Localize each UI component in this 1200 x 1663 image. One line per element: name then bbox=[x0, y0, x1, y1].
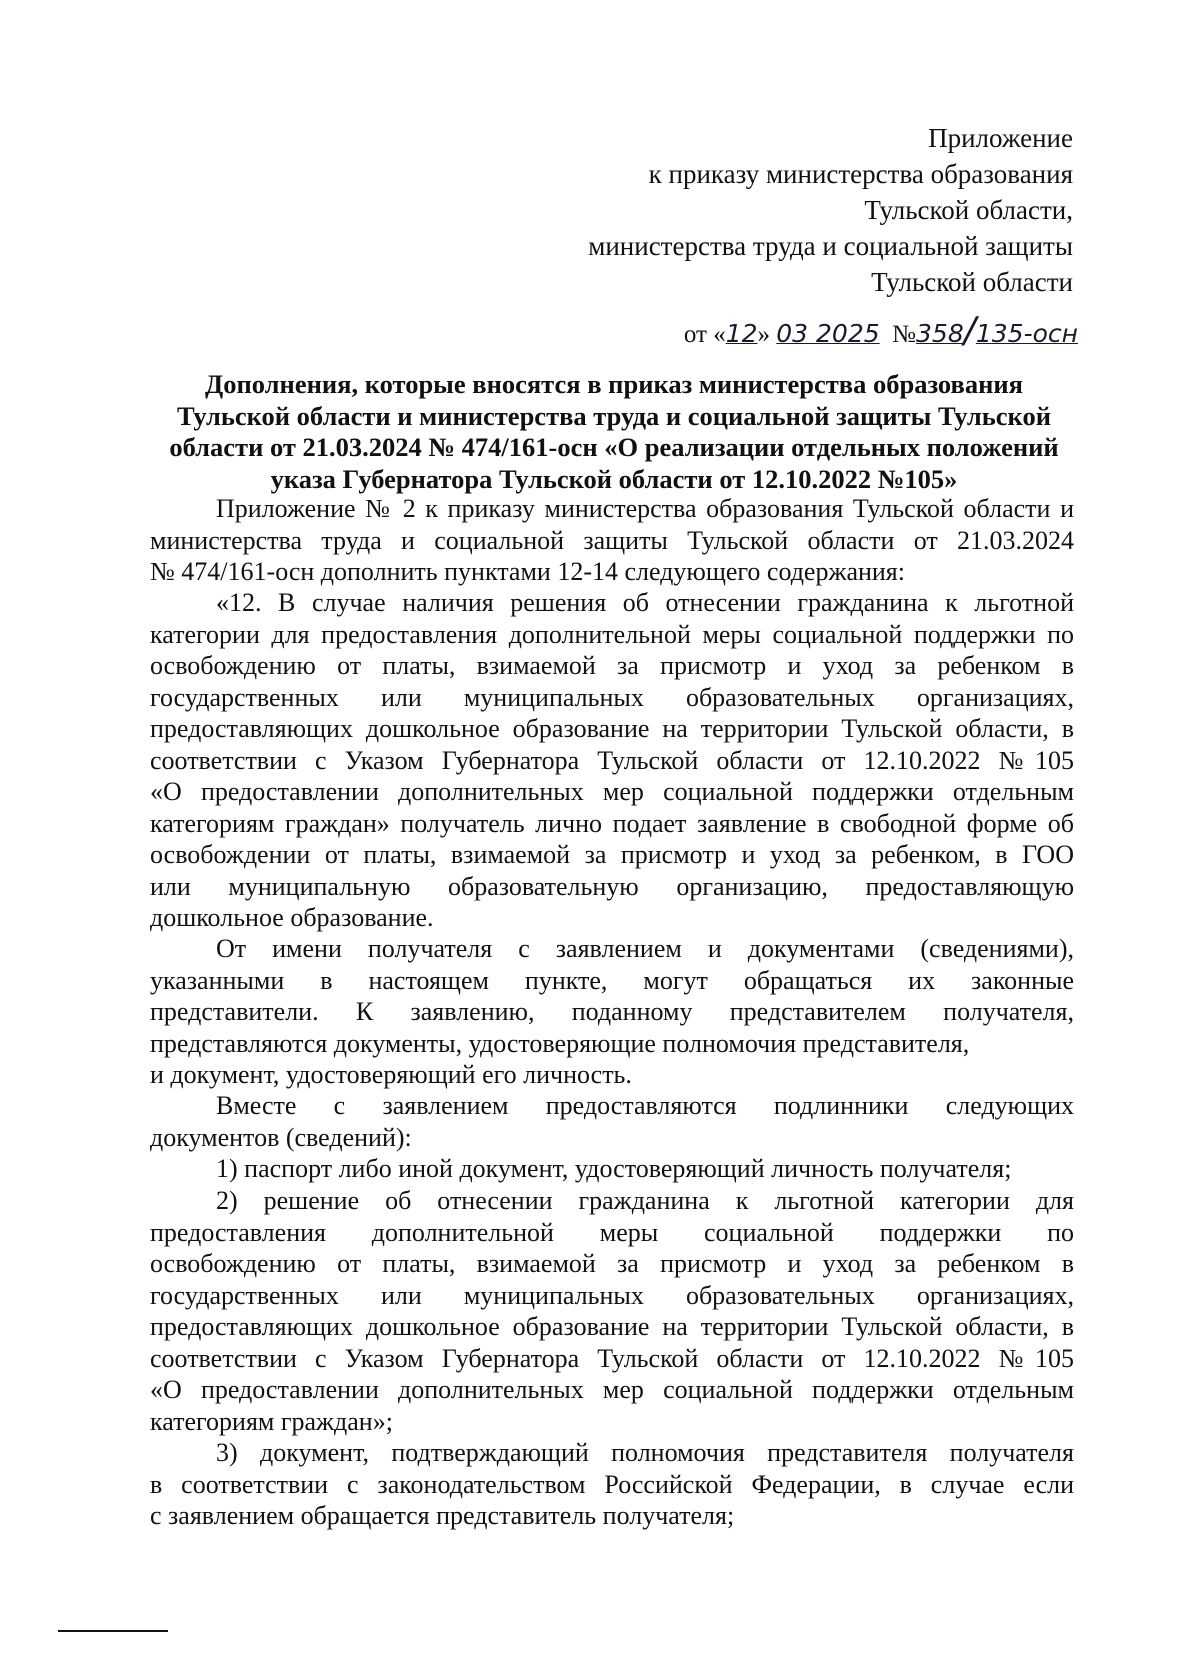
text-line: представляются документы, удостоверяющие полномочия представителя, bbox=[150, 1028, 970, 1058]
text-line: соответствии с Указом Губернатора Тульской области от 12.10.2022 №105 bbox=[150, 745, 1074, 775]
text-line: категориям граждан»; bbox=[150, 1406, 393, 1436]
title-line: Тульской области и министерства труда и социальной защиты Тульской bbox=[177, 400, 1051, 431]
text-line: освобождению от платы, взимаемой за присмотр и уход за ребенком в bbox=[150, 1249, 1074, 1278]
list-item-2 bbox=[150, 1185, 1074, 1437]
order-date-number bbox=[684, 310, 1078, 351]
text-line: министерства труда и социальной защиты Тульской области от 21.03.2024 bbox=[150, 525, 1074, 555]
text-line: или муниципальную образовательную организацию, предоставляющую bbox=[150, 871, 1074, 901]
date-quote-close: » bbox=[757, 321, 771, 348]
representative-paragraph bbox=[150, 933, 1074, 1091]
text-line: с заявлением обращается представитель получателя; bbox=[150, 1501, 735, 1530]
text-line: 2) решение об отнесении гражданина к льготной категории для bbox=[216, 1186, 1074, 1215]
text-line: Вместе с заявлением предоставляются подлинники следующих bbox=[216, 1091, 1074, 1120]
text-line: государственных или муниципальных образовательных организациях, bbox=[150, 682, 1074, 712]
text-line: в соответствии с законодательством Российской Федерации, в случае если bbox=[150, 1469, 1074, 1499]
text-line: «О предоставлении дополнительных мер социальной поддержки отдельным bbox=[150, 1375, 1074, 1404]
header-line: к приказу министерства образования bbox=[648, 159, 1073, 189]
intro-paragraph bbox=[150, 493, 1074, 588]
text-line: государственных или муниципальных образовательных организациях, bbox=[150, 1280, 1074, 1310]
text-line: соответствии с Указом Губернатора Тульской области от 12.10.2022 №105 bbox=[150, 1343, 1074, 1373]
order-number-part-b: 135-осн bbox=[975, 319, 1078, 348]
date-prefix: от « bbox=[683, 321, 726, 348]
text-line: «О предоставлении дополнительных мер социальной поддержки отдельным bbox=[150, 777, 1074, 806]
text-line: предоставления дополнительной меры социальной поддержки по bbox=[150, 1217, 1074, 1247]
date-month-year-handwritten: 03 2025 bbox=[776, 319, 880, 348]
header-line: Тульской области, bbox=[864, 195, 1073, 225]
text-line: документов (сведений): bbox=[150, 1122, 412, 1152]
text-line: освобождению от платы, взимаемой за присмотр и уход за ребенком в bbox=[150, 651, 1074, 680]
text-line: предоставляющих дошкольное образование на территории Тульской области, в bbox=[150, 1312, 1074, 1341]
point-12-paragraph bbox=[150, 587, 1074, 934]
order-number-part-a: 358 bbox=[916, 319, 964, 348]
text-line: представители. К заявлению, поданному представителем получателя, bbox=[150, 997, 1074, 1026]
number-sign: № bbox=[892, 321, 917, 348]
text-line: категориям граждан» получатель лично подает заявление в свободной форме об bbox=[150, 808, 1074, 838]
text-line: Приложение № 2 к приказу министерства образования Тульской области и bbox=[216, 494, 1074, 523]
text-line: 1) паспорт либо иной документ, удостоверяющий личность получателя; bbox=[216, 1154, 1012, 1183]
text-line: предоставляющих дошкольное образование на территории Тульской области, в bbox=[150, 714, 1074, 743]
text-line: и документ, удостоверяющий его личность. bbox=[150, 1060, 632, 1089]
list-item-3 bbox=[150, 1437, 1074, 1532]
text-line: указанными в настоящем пункте, могут обращаться их законные bbox=[150, 965, 1074, 995]
header-line: министерства труда и социальной защиты bbox=[588, 231, 1073, 261]
title-line: Дополнения, которые вносятся в приказ министерства образования bbox=[205, 369, 1023, 399]
text-line: «12. В случае наличия решения об отнесении гражданина к льготной bbox=[216, 588, 1074, 617]
list-item-1 bbox=[150, 1153, 1074, 1185]
text-line: 3) документ, подтверждающий полномочия представителя получателя bbox=[216, 1438, 1074, 1467]
appendix-header bbox=[588, 120, 1073, 300]
text-line: освобождении от платы, взимаемой за присмотр и уход за ребенком, в ГОО bbox=[150, 840, 1074, 869]
title-line: указа Губернатора Тульской области от 12.10.2022 №105» bbox=[270, 463, 958, 494]
document-title bbox=[140, 369, 1088, 495]
header-line: Приложение bbox=[928, 123, 1073, 153]
title-line: области от 21.03.2024 № 474/161-осн «О реализации отдельных положений bbox=[169, 432, 1059, 462]
text-line: № 474/161-осн дополнить пунктами 12-14 следующего содержания: bbox=[150, 557, 905, 586]
text-line: дошкольное образование. bbox=[150, 903, 434, 932]
order-number-slash: / bbox=[963, 310, 976, 351]
text-line: От имени получателя с заявлением и документами (сведениями), bbox=[216, 934, 1074, 963]
documents-paragraph bbox=[150, 1090, 1074, 1153]
date-day-handwritten: 12 bbox=[725, 319, 758, 348]
footnote-separator bbox=[58, 1630, 168, 1632]
header-line: Тульской области bbox=[871, 267, 1073, 297]
text-line: категории для предоставления дополнительной меры социальной поддержки по bbox=[150, 619, 1074, 649]
